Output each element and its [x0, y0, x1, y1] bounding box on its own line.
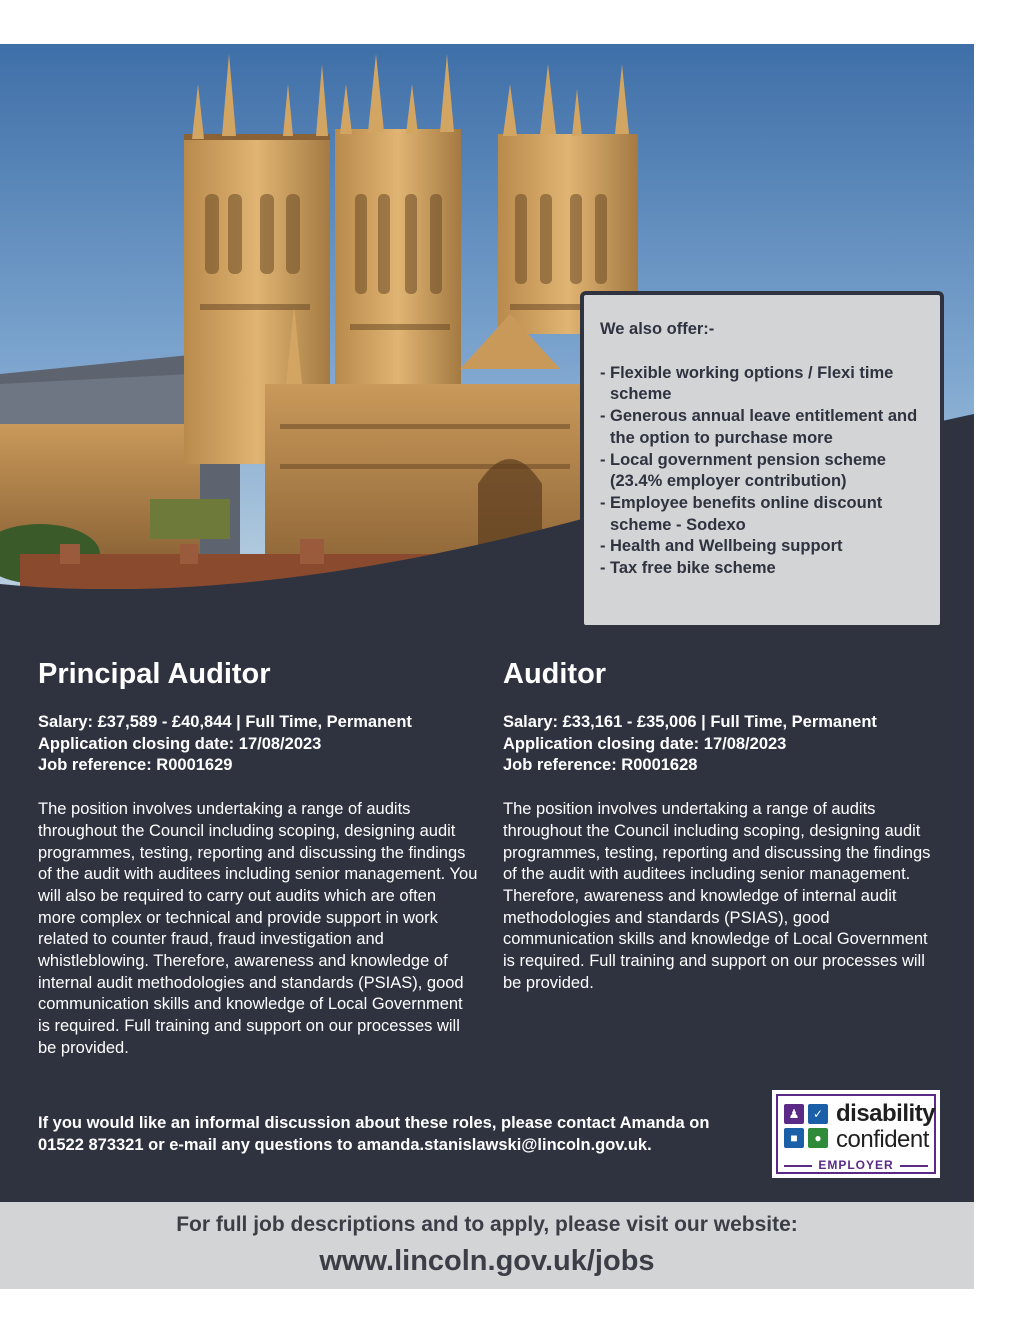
logo-word-confident: confident	[836, 1126, 929, 1153]
benefits-panel	[580, 291, 944, 629]
job-title: Auditor	[503, 658, 607, 690]
jobs-website-link[interactable]: www.lincoln.gov.uk/jobs	[319, 1245, 655, 1277]
benefit-item: - Local government pension scheme (23.4% employer contribution)	[600, 450, 940, 493]
job-description: The position involves undertaking a range of audits throughout the Council including scoping, designing audit programmes, testing, reporting and discussing the findings of the audit with auditees including senior management. You will also be required to carry out audits which are often more complex or technical and provide support in work related to counter fraud, fraud investigation and whistleblowing. Therefore, awareness and knowledge of internal audit methodologies and standards (PSIAS), good communication skills and knowledge of Local Government is required. Full training and support on our processes will be provided.	[38, 800, 478, 1057]
job-salary: Salary: £33,161 - £35,006 | Full Time, Permanent	[503, 713, 877, 731]
logo-employer: EMPLOYER	[778, 1158, 934, 1172]
people-icon: ♟	[784, 1104, 804, 1124]
apply-footer	[0, 1202, 974, 1289]
contact-info: If you would like an informal discussion about these roles, please contact Amanda on 01522 873321 or e-mail any questions to amanda.stanislawski@lincoln.gov.uk.	[38, 1114, 710, 1154]
job-meta	[38, 712, 478, 777]
job-reference: Job reference: R0001629	[38, 756, 233, 775]
job-title: Principal Auditor	[38, 658, 271, 690]
benefits-list	[600, 363, 940, 580]
disability-confident-logo	[772, 1090, 940, 1178]
job-principal-auditor	[38, 656, 478, 1060]
benefit-item: - Tax free bike scheme	[600, 558, 940, 580]
job-reference: Job reference: R0001628	[503, 756, 698, 775]
lock-icon: ■	[784, 1128, 804, 1148]
job-closing-date: Application closing date: 17/08/2023	[503, 734, 787, 753]
job-meta	[503, 712, 943, 777]
benefit-item: - Flexible working options / Flexi time scheme	[600, 363, 940, 406]
benefit-item: - Employee benefits online discount scheme - Sodexo	[600, 493, 940, 536]
benefits-intro: We also offer:-	[600, 320, 715, 338]
footer-instructions: For full job descriptions and to apply, please visit our website:	[176, 1213, 798, 1236]
job-closing-date: Application closing date: 17/08/2023	[38, 734, 322, 753]
job-description: The position involves undertaking a range of audits throughout the Council including scoping, designing audit programmes, testing, reporting and discussing the findings of the audit with auditees including senior management. Therefore, awareness and knowledge of internal audit methodologies and standards (PSIAS), good communication skills and knowledge of Local Government is required. Full training and support on our processes will be provided.	[503, 800, 931, 992]
trend-icon: ✓	[808, 1104, 828, 1124]
job-auditor	[503, 656, 943, 994]
logo-word-disability: disability	[836, 1100, 936, 1127]
person-icon: ●	[808, 1128, 828, 1148]
job-advert-page	[0, 44, 974, 1289]
benefit-item: - Health and Wellbeing support	[600, 536, 940, 558]
benefit-item: - Generous annual leave entitlement and the option to purchase more	[600, 406, 940, 449]
job-salary: Salary: £37,589 - £40,844 | Full Time, Permanent	[38, 713, 412, 731]
